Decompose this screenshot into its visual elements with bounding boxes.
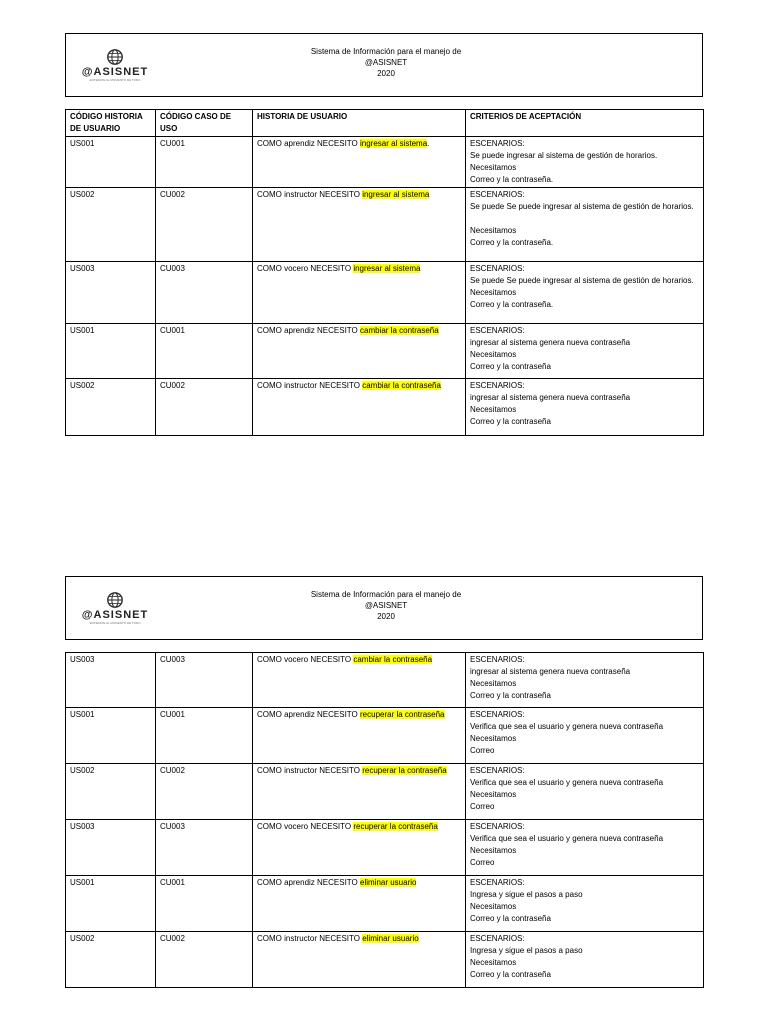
cu-code-cell: CU002: [156, 188, 253, 262]
us-code-cell: US001: [66, 137, 156, 188]
col-header-story: HISTORIA DE USUARIO: [253, 110, 466, 137]
table-row: [66, 876, 704, 932]
criteria-cell: ESCENARIOS: Verifica que sea el usuario y genera nueva contraseña Necesitamos Correo: [466, 764, 704, 820]
story-highlight: cambiar la contraseña: [362, 381, 441, 390]
criteria-cell: ESCENARIOS: ingresar al sistema genera nueva contraseña Necesitamos Correo y la contraseña: [466, 324, 704, 379]
story-cell: [253, 653, 466, 708]
story-highlight: ingresar al sistema: [362, 190, 430, 199]
story-cell: [253, 188, 466, 262]
cu-code-cell: CU002: [156, 932, 253, 988]
us-code-cell: US002: [66, 764, 156, 820]
table-row: [66, 262, 704, 324]
story-cell: [253, 764, 466, 820]
page2-table-body: [66, 653, 704, 988]
cu-code-cell: CU001: [156, 137, 253, 188]
story-text: COMO instructor NECESITO: [257, 381, 363, 390]
col-header-cu-code: CÓDIGO CASO DE USO: [156, 110, 253, 137]
table-header-row: [66, 110, 704, 137]
criteria-cell: ESCENARIOS: Se puede Se puede ingresar al sistema de gestión de horarios. Necesitamos Correo y la contraseña.: [466, 262, 704, 324]
page1-table-body: [66, 137, 704, 436]
story-highlight: recuperar la contraseña: [360, 710, 445, 719]
table-row: [66, 379, 704, 436]
us-code-cell: US003: [66, 820, 156, 876]
logo-brand-text: @ASISNET: [81, 609, 149, 621]
page1-user-story-table: [65, 109, 704, 436]
story-text: COMO aprendiz NECESITO: [257, 326, 360, 335]
cu-code-cell: CU001: [156, 708, 253, 764]
story-highlight: eliminar usuario: [362, 934, 419, 943]
title-line-1: Sistema de Información para el manejo de: [310, 590, 462, 599]
criteria-cell: ESCENARIOS: Verifica que sea el usuario y genera nueva contraseña Necesitamos Correo: [466, 820, 704, 876]
cu-code-cell: CU002: [156, 379, 253, 436]
story-text: COMO instructor NECESITO: [257, 766, 363, 775]
story-tail: .: [427, 139, 430, 148]
us-code-cell: US001: [66, 708, 156, 764]
us-code-cell: US002: [66, 188, 156, 262]
criteria-cell: ESCENARIOS: Se puede ingresar al sistema de gestión de horarios. Necesitamos Correo y la contraseña.: [466, 137, 704, 188]
story-text: COMO vocero NECESITO: [257, 264, 354, 273]
asisnet-logo: [74, 48, 156, 90]
story-highlight: recuperar la contraseña: [353, 822, 438, 831]
criteria-cell: ESCENARIOS: Verifica que sea el usuario y genera nueva contraseña Necesitamos Correo: [466, 708, 704, 764]
table-row: [66, 653, 704, 708]
table-row: [66, 764, 704, 820]
story-highlight: cambiar la contraseña: [353, 655, 433, 664]
story-cell: [253, 324, 466, 379]
document-title: [266, 589, 506, 622]
story-highlight: cambiar la contraseña: [360, 326, 439, 335]
cu-code-cell: CU001: [156, 324, 253, 379]
col-header-criteria: CRITERIOS DE ACEPTACIÓN: [466, 110, 704, 137]
asisnet-logo: [74, 591, 156, 633]
cu-code-cell: CU002: [156, 764, 253, 820]
cu-code-cell: CU001: [156, 876, 253, 932]
document-title: [266, 46, 506, 79]
logo-tagline: ENTERATE AL MOMENTO DE TODO: [89, 621, 141, 625]
story-text: COMO vocero NECESITO: [257, 822, 354, 831]
col-header-us-code: CÓDIGO HISTORIA DE USUARIO: [66, 110, 156, 137]
cu-code-cell: CU003: [156, 653, 253, 708]
title-line-1: Sistema de Información para el manejo de: [310, 47, 462, 56]
criteria-cell: ESCENARIOS: ingresar al sistema genera nueva contraseña Necesitamos Correo y la contraseña: [466, 379, 704, 436]
us-code-cell: US003: [66, 262, 156, 324]
story-highlight: eliminar usuario: [360, 878, 417, 887]
story-highlight: ingresar al sistema: [353, 264, 421, 273]
globe-icon: [106, 591, 124, 609]
story-text: COMO aprendiz NECESITO: [257, 710, 360, 719]
us-code-cell: US002: [66, 932, 156, 988]
criteria-cell: ESCENARIOS: Se puede Se puede ingresar al sistema de gestión de horarios. Necesitamos Correo y la contraseña.: [466, 188, 704, 262]
logo-brand-text: @ASISNET: [81, 66, 149, 78]
story-text: COMO aprendiz NECESITO: [257, 878, 360, 887]
us-code-cell: US001: [66, 876, 156, 932]
title-line-2: @ASISNET: [364, 58, 408, 67]
title-line-2: @ASISNET: [364, 601, 408, 610]
story-cell: [253, 137, 466, 188]
title-line-3: 2020: [377, 612, 395, 621]
title-line-3: 2020: [377, 69, 395, 78]
story-text: COMO aprendiz NECESITO: [257, 139, 360, 148]
criteria-cell: ESCENARIOS: ingresar al sistema genera nueva contraseña Necesitamos Correo y la contraseña: [466, 653, 704, 708]
story-cell: [253, 708, 466, 764]
cu-code-cell: CU003: [156, 820, 253, 876]
us-code-cell: US003: [66, 653, 156, 708]
story-text: COMO instructor NECESITO: [257, 934, 363, 943]
table-row: [66, 932, 704, 988]
table-row: [66, 708, 704, 764]
story-text: COMO instructor NECESITO: [257, 190, 363, 199]
story-cell: [253, 379, 466, 436]
story-cell: [253, 820, 466, 876]
criteria-cell: ESCENARIOS: Ingresa y sigue el pasos a paso Necesitamos Correo y la contraseña: [466, 876, 704, 932]
criteria-cell: ESCENARIOS: Ingresa y sigue el pasos a paso Necesitamos Correo y la contraseña: [466, 932, 704, 988]
table-row: [66, 137, 704, 188]
page2-user-story-table: [65, 652, 704, 988]
table-row: [66, 188, 704, 262]
story-cell: [253, 932, 466, 988]
story-text: COMO vocero NECESITO: [257, 655, 354, 664]
page2-header: [65, 576, 703, 640]
page1-header: [65, 33, 703, 97]
us-code-cell: US001: [66, 324, 156, 379]
story-highlight: ingresar al sistema: [360, 139, 428, 148]
story-cell: [253, 262, 466, 324]
us-code-cell: US002: [66, 379, 156, 436]
globe-icon: [106, 48, 124, 66]
cu-code-cell: CU003: [156, 262, 253, 324]
table-row: [66, 324, 704, 379]
logo-tagline: ENTERATE AL MOMENTO DE TODO: [89, 78, 141, 82]
story-highlight: recuperar la contraseña: [362, 766, 447, 775]
story-cell: [253, 876, 466, 932]
table-row: [66, 820, 704, 876]
